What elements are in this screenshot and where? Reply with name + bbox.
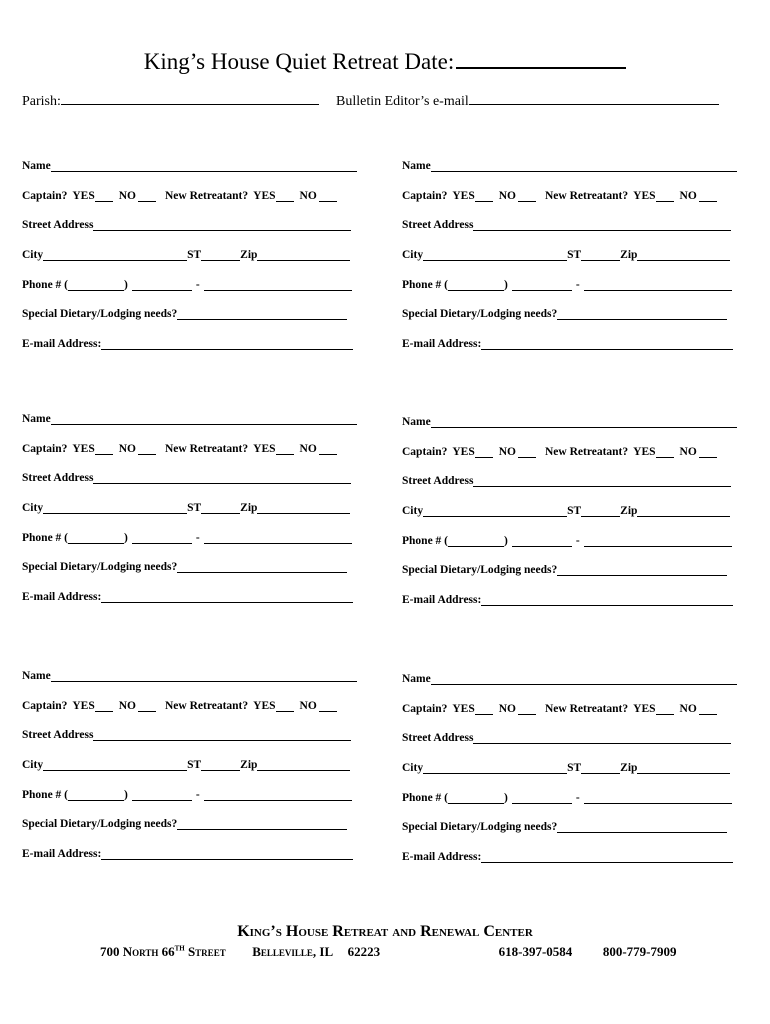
street-address-row	[402, 730, 731, 744]
new-retreatant-yes-field[interactable]	[276, 444, 294, 455]
name-row	[402, 414, 737, 428]
new-retreatant-no-label: NO	[679, 190, 697, 202]
captain-label: Captain?	[402, 703, 448, 715]
phone-label: Phone # (	[402, 792, 448, 804]
phone-area-code-field[interactable]	[68, 790, 124, 801]
new-retreatant-label: New Retreatant?	[545, 703, 629, 715]
new-retreatant-no-label: NO	[679, 446, 697, 458]
street-address-row	[22, 217, 351, 231]
name-field[interactable]	[431, 417, 737, 428]
special-needs-label: Special Dietary/Lodging needs?	[402, 564, 558, 576]
state-label: ST	[187, 249, 202, 261]
phone-area-code-field[interactable]	[68, 280, 124, 291]
special-needs-label: Special Dietary/Lodging needs?	[22, 561, 178, 573]
new-retreatant-yes-field[interactable]	[276, 191, 294, 202]
captain-no-field[interactable]	[138, 701, 156, 712]
city-label: City	[402, 249, 424, 261]
new-retreatant-yes-label: YES	[253, 700, 276, 712]
parish-label: Parish:	[22, 94, 61, 109]
phone-row	[402, 533, 732, 547]
email-row	[22, 336, 353, 350]
zip-field[interactable]	[257, 503, 350, 514]
street-address-row	[22, 727, 351, 741]
captain-no-field[interactable]	[518, 704, 536, 715]
new-retreatant-yes-field[interactable]	[656, 704, 674, 715]
phone-label: Phone # (	[22, 279, 68, 291]
new-retreatant-yes-label: YES	[633, 190, 656, 202]
phone-area-code-field[interactable]	[68, 533, 124, 544]
street-address-field[interactable]	[93, 473, 351, 484]
phone-area-code-field[interactable]	[448, 280, 504, 291]
street-address-row	[402, 473, 731, 487]
new-retreatant-no-label: NO	[299, 190, 317, 202]
new-retreatant-yes-label: YES	[253, 190, 276, 202]
captain-no-field[interactable]	[518, 447, 536, 458]
city-row	[22, 500, 350, 514]
phone-prefix-field[interactable]	[512, 793, 572, 804]
captain-yes-label: YES	[452, 190, 475, 202]
name-label: Name	[402, 160, 431, 172]
phone-prefix-field[interactable]	[132, 280, 192, 291]
phone-line-field[interactable]	[584, 280, 732, 291]
email-field[interactable]	[481, 852, 733, 863]
email-row	[402, 336, 733, 350]
special-needs-label: Special Dietary/Lodging needs?	[402, 308, 558, 320]
street-address-field[interactable]	[93, 730, 351, 741]
new-retreatant-no-field[interactable]	[699, 191, 717, 202]
name-row	[22, 411, 357, 425]
captain-yes-field[interactable]	[95, 444, 113, 455]
footer-city-state: Belleville, IL	[252, 944, 334, 959]
phone-dash: -	[195, 279, 200, 291]
city-row	[22, 247, 350, 261]
phone-close-paren: )	[504, 535, 508, 547]
street-address-label: Street Address	[402, 219, 474, 231]
phone-area-code-field[interactable]	[448, 536, 504, 547]
form-title-text: King’s House Quiet Retreat Date:	[143, 49, 455, 74]
name-label: Name	[402, 416, 431, 428]
captain-yes-field[interactable]	[475, 447, 493, 458]
captain-no-label: NO	[498, 446, 516, 458]
footer-address-th: TH	[174, 944, 185, 953]
phone-row	[22, 787, 352, 801]
name-row	[22, 158, 357, 172]
city-field[interactable]	[43, 250, 187, 261]
state-label: ST	[187, 759, 202, 771]
new-retreatant-no-field[interactable]	[699, 447, 717, 458]
phone-prefix-field[interactable]	[132, 790, 192, 801]
name-row	[402, 158, 737, 172]
captain-row	[402, 188, 717, 202]
state-label: ST	[567, 249, 582, 261]
captain-yes-label: YES	[72, 190, 95, 202]
phone-line-field[interactable]	[204, 280, 352, 291]
phone-close-paren: )	[504, 279, 508, 291]
phone-prefix-field[interactable]	[512, 536, 572, 547]
phone-label: Phone # (	[402, 535, 448, 547]
special-needs-label: Special Dietary/Lodging needs?	[402, 821, 558, 833]
zip-label: Zip	[620, 249, 638, 261]
captain-label: Captain?	[22, 700, 68, 712]
email-label: E-mail Address:	[22, 338, 102, 350]
name-field[interactable]	[51, 414, 357, 425]
captain-no-field[interactable]	[518, 191, 536, 202]
email-label: E-mail Address:	[22, 848, 102, 860]
email-row	[22, 589, 353, 603]
special-needs-label: Special Dietary/Lodging needs?	[22, 308, 178, 320]
captain-yes-field[interactable]	[95, 701, 113, 712]
street-address-label: Street Address	[402, 475, 474, 487]
city-label: City	[402, 762, 424, 774]
name-label: Name	[402, 673, 431, 685]
state-label: ST	[567, 505, 582, 517]
phone-prefix-field[interactable]	[132, 533, 192, 544]
captain-label: Captain?	[22, 190, 68, 202]
name-field[interactable]	[51, 161, 357, 172]
special-needs-row	[402, 306, 727, 320]
city-label: City	[22, 759, 44, 771]
phone-dash: -	[575, 792, 580, 804]
zip-label: Zip	[620, 505, 638, 517]
captain-no-label: NO	[498, 190, 516, 202]
state-label: ST	[187, 502, 202, 514]
phone-line-field[interactable]	[204, 533, 352, 544]
street-address-label: Street Address	[22, 219, 94, 231]
city-row	[402, 247, 730, 261]
street-address-label: Street Address	[402, 732, 474, 744]
zip-label: Zip	[620, 762, 638, 774]
street-address-field[interactable]	[473, 220, 731, 231]
zip-field[interactable]	[637, 763, 730, 774]
email-field[interactable]	[481, 595, 733, 606]
phone-close-paren: )	[504, 792, 508, 804]
captain-no-label: NO	[118, 700, 136, 712]
new-retreatant-no-label: NO	[299, 443, 317, 455]
email-row	[402, 592, 733, 606]
footer-address	[100, 944, 226, 960]
phone-line-field[interactable]	[584, 536, 732, 547]
bulletin-editor-email-field[interactable]	[469, 92, 719, 105]
new-retreatant-yes-field[interactable]	[656, 191, 674, 202]
zip-label: Zip	[240, 502, 258, 514]
captain-row	[402, 701, 717, 715]
phone-line-field[interactable]	[204, 790, 352, 801]
name-label: Name	[22, 160, 51, 172]
footer-phone-1: 618-397-0584	[498, 944, 573, 959]
phone-row	[22, 277, 352, 291]
state-field[interactable]	[581, 250, 620, 261]
phone-row	[22, 530, 352, 544]
city-label: City	[22, 502, 44, 514]
bulletin-editor-label: Bulletin Editor’s e-mail	[336, 94, 469, 109]
phone-label: Phone # (	[402, 279, 448, 291]
captain-no-field[interactable]	[138, 191, 156, 202]
captain-row	[22, 441, 337, 455]
special-needs-row	[22, 816, 347, 830]
zip-field[interactable]	[257, 760, 350, 771]
street-address-label: Street Address	[22, 472, 94, 484]
phone-close-paren: )	[124, 789, 128, 801]
new-retreatant-no-field[interactable]	[319, 444, 337, 455]
footer-center-name: King’s House Retreat and Renewal Center	[237, 923, 533, 940]
captain-yes-label: YES	[72, 700, 95, 712]
new-retreatant-label: New Retreatant?	[545, 190, 629, 202]
special-needs-field[interactable]	[557, 822, 727, 833]
state-field[interactable]	[201, 760, 240, 771]
special-needs-row	[22, 306, 347, 320]
retreat-date-field[interactable]	[456, 47, 626, 69]
captain-no-label: NO	[118, 443, 136, 455]
zip-field[interactable]	[257, 250, 350, 261]
phone-prefix-field[interactable]	[512, 280, 572, 291]
footer-address-street: Street	[187, 944, 226, 959]
captain-yes-field[interactable]	[95, 191, 113, 202]
new-retreatant-yes-field[interactable]	[276, 701, 294, 712]
form-title	[0, 47, 770, 75]
phone-area-code-field[interactable]	[448, 793, 504, 804]
phone-close-paren: )	[124, 279, 128, 291]
email-row	[22, 846, 353, 860]
city-field[interactable]	[423, 763, 567, 774]
new-retreatant-yes-field[interactable]	[656, 447, 674, 458]
footer-address-north: North	[122, 944, 159, 959]
new-retreatant-yes-label: YES	[633, 703, 656, 715]
new-retreatant-yes-label: YES	[253, 443, 276, 455]
name-field[interactable]	[431, 674, 737, 685]
phone-close-paren: )	[124, 532, 128, 544]
email-field[interactable]	[101, 592, 353, 603]
special-needs-field[interactable]	[557, 309, 727, 320]
state-label: ST	[567, 762, 582, 774]
street-address-label: Street Address	[22, 729, 94, 741]
city-row	[402, 503, 730, 517]
email-label: E-mail Address:	[402, 851, 482, 863]
city-field[interactable]	[43, 760, 187, 771]
new-retreatant-label: New Retreatant?	[165, 443, 249, 455]
phone-dash: -	[575, 279, 580, 291]
name-label: Name	[22, 413, 51, 425]
captain-row	[22, 188, 337, 202]
city-label: City	[402, 505, 424, 517]
city-field[interactable]	[423, 250, 567, 261]
special-needs-row	[402, 819, 727, 833]
email-field[interactable]	[481, 339, 733, 350]
street-address-field[interactable]	[93, 220, 351, 231]
captain-no-label: NO	[498, 703, 516, 715]
footer-address-row	[100, 944, 676, 960]
parish-row	[22, 92, 319, 110]
special-needs-row	[22, 559, 347, 573]
city-label: City	[22, 249, 44, 261]
city-row	[402, 760, 730, 774]
city-field[interactable]	[43, 503, 187, 514]
parish-field[interactable]	[61, 92, 319, 105]
city-row	[22, 757, 350, 771]
footer-address-street-number: 66	[161, 944, 175, 959]
phone-label: Phone # (	[22, 532, 68, 544]
captain-label: Captain?	[22, 443, 68, 455]
captain-label: Captain?	[402, 190, 448, 202]
state-field[interactable]	[581, 506, 620, 517]
email-label: E-mail Address:	[402, 338, 482, 350]
email-row	[402, 849, 733, 863]
state-field[interactable]	[201, 250, 240, 261]
city-field[interactable]	[423, 506, 567, 517]
captain-row	[22, 698, 337, 712]
zip-label: Zip	[240, 249, 258, 261]
captain-row	[402, 444, 717, 458]
captain-yes-field[interactable]	[475, 704, 493, 715]
special-needs-field[interactable]	[177, 562, 347, 573]
footer-address-number: 700	[100, 944, 120, 959]
name-field[interactable]	[51, 671, 357, 682]
new-retreatant-label: New Retreatant?	[165, 700, 249, 712]
phone-row	[402, 790, 732, 804]
street-address-field[interactable]	[473, 476, 731, 487]
footer-zip: 62223	[347, 944, 381, 959]
captain-yes-label: YES	[452, 446, 475, 458]
new-retreatant-no-field[interactable]	[319, 191, 337, 202]
new-retreatant-no-label: NO	[679, 703, 697, 715]
state-field[interactable]	[201, 503, 240, 514]
new-retreatant-label: New Retreatant?	[165, 190, 249, 202]
new-retreatant-no-field[interactable]	[319, 701, 337, 712]
zip-label: Zip	[240, 759, 258, 771]
name-field[interactable]	[431, 161, 737, 172]
street-address-row	[22, 470, 351, 484]
footer-phone-2: 800-779-7909	[602, 944, 677, 959]
new-retreatant-no-label: NO	[299, 700, 317, 712]
street-address-row	[402, 217, 731, 231]
email-label: E-mail Address:	[22, 591, 102, 603]
bulletin-editor-row	[336, 92, 719, 110]
new-retreatant-no-field[interactable]	[699, 704, 717, 715]
street-address-field[interactable]	[473, 733, 731, 744]
phone-label: Phone # (	[22, 789, 68, 801]
captain-yes-label: YES	[72, 443, 95, 455]
name-row	[402, 671, 737, 685]
zip-field[interactable]	[637, 506, 730, 517]
phone-row	[402, 277, 732, 291]
special-needs-label: Special Dietary/Lodging needs?	[22, 818, 178, 830]
captain-no-field[interactable]	[138, 444, 156, 455]
captain-no-label: NO	[118, 190, 136, 202]
special-needs-field[interactable]	[177, 819, 347, 830]
new-retreatant-label: New Retreatant?	[545, 446, 629, 458]
email-field[interactable]	[101, 339, 353, 350]
special-needs-field[interactable]	[557, 565, 727, 576]
captain-yes-field[interactable]	[475, 191, 493, 202]
name-row	[22, 668, 357, 682]
phone-dash: -	[195, 532, 200, 544]
special-needs-field[interactable]	[177, 309, 347, 320]
captain-yes-label: YES	[452, 703, 475, 715]
phone-dash: -	[575, 535, 580, 547]
phone-line-field[interactable]	[584, 793, 732, 804]
zip-field[interactable]	[637, 250, 730, 261]
new-retreatant-yes-label: YES	[633, 446, 656, 458]
email-field[interactable]	[101, 849, 353, 860]
special-needs-row	[402, 562, 727, 576]
captain-label: Captain?	[402, 446, 448, 458]
phone-dash: -	[195, 789, 200, 801]
state-field[interactable]	[581, 763, 620, 774]
email-label: E-mail Address:	[402, 594, 482, 606]
name-label: Name	[22, 670, 51, 682]
